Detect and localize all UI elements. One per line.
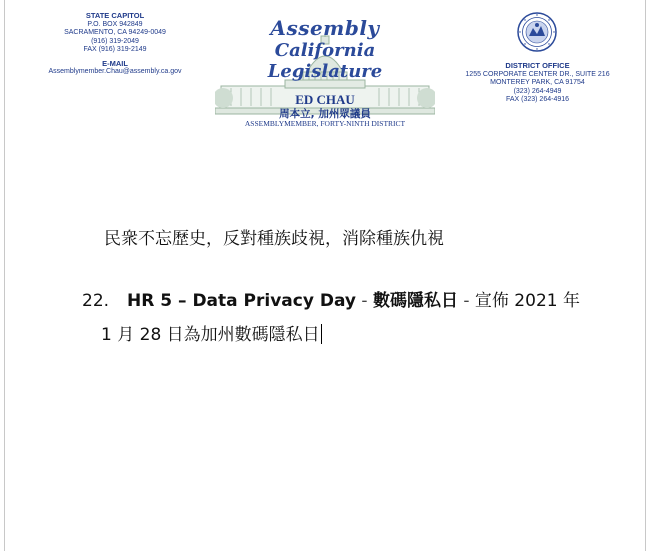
state-capitol-heading: STATE CAPITOL: [85, 11, 145, 20]
member-name-chinese: 周本立, 加州眾議員: [279, 108, 371, 120]
email-address: Assemblymember.Chau@assembly.ca.gov: [48, 68, 182, 75]
fax-line: FAX (916) 319-2149: [83, 46, 147, 53]
page-border-left: [4, 0, 5, 551]
fax-line: FAX (323) 264-4916: [505, 96, 570, 103]
separator: -: [457, 291, 475, 311]
text-cursor: [321, 324, 322, 344]
state-capitol-address: [40, 12, 190, 77]
item-description: 宣佈 2021 年: [474, 291, 580, 311]
list-item-continuation[interactable]: [101, 320, 322, 345]
district-office-address: [455, 62, 620, 105]
address-line: MONTEREY PARK, CA 91754: [490, 79, 585, 86]
letterhead-logo: [215, 6, 435, 130]
item-number: 22.: [82, 291, 110, 311]
body-paragraph[interactable]: 民衆不忘歷史，反對種族歧視，消除種族仇視: [104, 229, 444, 249]
email-heading: E-MAIL: [102, 58, 128, 68]
address-line: 1255 CORPORATE CENTER DR., SUITE 216: [465, 70, 610, 78]
item-title-chinese: 數碼隱私日: [372, 291, 458, 311]
address-line: SACRAMENTO, CA 94249-0049: [64, 29, 166, 36]
separator: -: [356, 291, 373, 311]
list-item[interactable]: [82, 286, 580, 311]
page-border-right: [645, 0, 646, 551]
member-district: ASSEMBLYMEMBER, FORTY-NINTH DISTRICT: [244, 119, 406, 128]
legislature-title: California Legislature: [267, 40, 383, 82]
assembly-title: Assembly: [270, 16, 380, 40]
district-office-heading: DISTRICT OFFICE: [505, 61, 570, 70]
item-title: HR 5 – Data Privacy Day: [127, 291, 356, 311]
phone-line: (323) 264-4949: [513, 87, 562, 95]
address-line: P.O. BOX 942849: [87, 20, 143, 28]
item-description-continued: 1 月 28 日為加州數碼隱私日: [101, 325, 320, 345]
phone-line: (916) 319-2049: [91, 37, 139, 45]
state-seal-icon: [517, 12, 557, 52]
member-name: ED CHAU: [295, 92, 355, 107]
